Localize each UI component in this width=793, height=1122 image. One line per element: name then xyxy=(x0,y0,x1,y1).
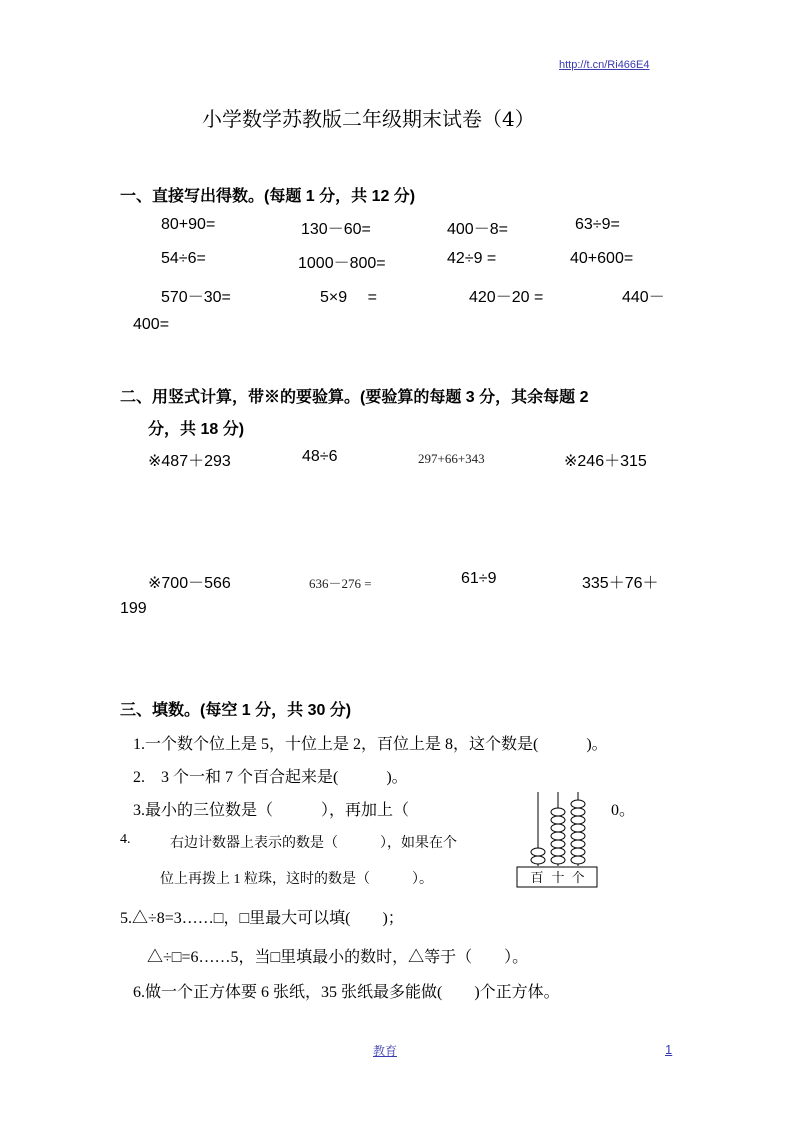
s1-r3-c1: 570－30= xyxy=(161,289,231,306)
s1-r1-c2: 130－60= xyxy=(301,221,371,238)
s1-r2-c4: 40+600= xyxy=(570,250,634,267)
s2-r1-c4: ※246＋315 xyxy=(564,453,647,470)
s3-question-5-line1: 5.△÷8=3……□，□里最大可以填( )； xyxy=(120,910,404,927)
s1-r2-c2: 1000－800= xyxy=(298,255,386,272)
s1-r3-wrap: 400= xyxy=(133,316,170,333)
abacus-bead-ones xyxy=(571,816,585,824)
s3-question-4-number: 4. xyxy=(120,832,131,847)
abacus-bead-ones xyxy=(571,840,585,848)
abacus-bead-ones xyxy=(571,856,585,864)
abacus-bead-ones xyxy=(571,848,585,856)
abacus-label-ones: 个 xyxy=(571,871,585,886)
abacus-bead-hundreds xyxy=(531,848,545,856)
s1-r1-c1: 80+90= xyxy=(161,216,216,233)
abacus-bead-tens xyxy=(551,808,565,816)
abacus-bead-tens xyxy=(551,848,565,856)
s1-r2-c1: 54÷6= xyxy=(161,250,206,267)
abacus-bead-ones xyxy=(571,808,585,816)
abacus-bead-tens xyxy=(551,816,565,824)
s1-r3-c4: 440－ xyxy=(622,289,665,306)
s3-question-4-line2: 位上再拨上 1 粒珠，这时的数是（ ）。 xyxy=(160,872,433,887)
s1-r3-c3: 420－20 = xyxy=(469,289,544,306)
s1-r1-c3: 400－8= xyxy=(447,221,508,238)
abacus-beads xyxy=(531,800,585,864)
s3-question-3-right: 0。 xyxy=(611,802,636,819)
abacus-figure xyxy=(512,790,602,890)
abacus-bead-ones xyxy=(571,832,585,840)
s3-question-5-line2: △÷□=6……5，当□里填最小的数时，△等于（ ）。 xyxy=(147,949,529,966)
s3-question-4-line1: 右边计数器上表示的数是（ ），如果在个 xyxy=(170,836,457,851)
s3-question-6: 6.做一个正方体要 6 张纸，35 张纸最多能做( )个正方体。 xyxy=(133,984,560,1001)
header-url-link[interactable]: http://t.cn/Ri466E4 xyxy=(559,59,650,71)
s2-r1-c3: 297+66+343 xyxy=(418,451,485,466)
s2-r1-c1: ※487＋293 xyxy=(148,453,231,470)
section2-heading-line2: 分，共 18 分) xyxy=(148,421,245,438)
s2-r2-c3: 61÷9 xyxy=(461,570,497,587)
section3-heading: 三、填数。(每空 1 分，共 30 分) xyxy=(120,702,352,719)
s3-question-1: 1.一个数个位上是 5，十位上是 2，百位上是 8，这个数是( )。 xyxy=(133,736,608,753)
section1-heading: 一、直接写出得数。(每题 1 分，共 12 分) xyxy=(120,188,416,205)
s2-r2-c4: 335＋76＋ xyxy=(582,575,659,592)
abacus-bead-ones xyxy=(571,824,585,832)
s2-r2-wrap: 199 xyxy=(120,600,147,617)
s1-r2-c3: 42÷9 = xyxy=(447,250,497,267)
abacus-label-hundreds: 百 xyxy=(530,871,544,886)
abacus-bead-hundreds xyxy=(531,856,545,864)
footer-center-link[interactable]: 教育 xyxy=(373,1044,398,1058)
s3-question-3-left: 3.最小的三位数是（ ），再加上（ xyxy=(133,802,410,819)
section2-heading-line1: 二、用竖式计算，带※的要验算。(要验算的每题 3 分，其余每题 2 xyxy=(120,389,589,406)
s2-r2-c2: 636－276 = xyxy=(309,576,372,591)
page-title: 小学数学苏教版二年级期末试卷（4） xyxy=(202,107,535,131)
s2-r2-c1: ※700－566 xyxy=(148,575,231,592)
abacus-label-tens: 十 xyxy=(551,871,565,886)
abacus-bead-ones xyxy=(571,800,585,808)
s1-r1-c4: 63÷9= xyxy=(575,216,620,233)
footer-page-number: 1 xyxy=(665,1042,673,1057)
s2-r1-c2: 48÷6 xyxy=(302,448,338,465)
abacus-bead-tens xyxy=(551,856,565,864)
s1-r3-c2: 5×9 = xyxy=(320,289,377,306)
abacus-bead-tens xyxy=(551,840,565,848)
abacus-bead-tens xyxy=(551,824,565,832)
s3-question-2: 2. 3 个一和 7 个百合起来是( )。 xyxy=(133,769,408,786)
abacus-bead-tens xyxy=(551,832,565,840)
